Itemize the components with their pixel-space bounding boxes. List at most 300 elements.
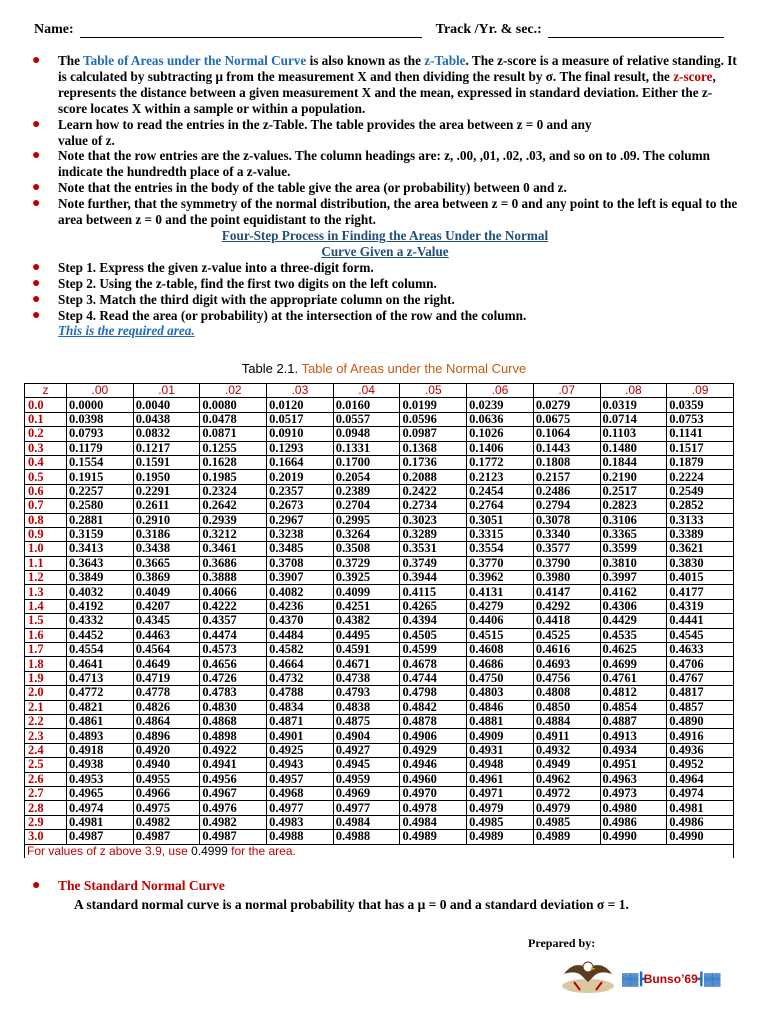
area-cell: 0.0199 bbox=[400, 398, 467, 412]
area-cell: 0.4484 bbox=[267, 628, 334, 642]
area-cell: 0.4887 bbox=[600, 714, 667, 728]
track-field[interactable] bbox=[548, 24, 724, 38]
area-cell: 0.4463 bbox=[133, 628, 200, 642]
area-cell: 0.1517 bbox=[667, 441, 734, 455]
z-value-cell: 2.7 bbox=[25, 786, 67, 800]
area-cell: 0.4982 bbox=[133, 815, 200, 829]
prepared-by-label: Prepared by: bbox=[528, 936, 596, 950]
area-cell: 0.3289 bbox=[400, 527, 467, 541]
area-cell: 0.0398 bbox=[67, 412, 134, 426]
area-cell: 0.1255 bbox=[200, 441, 267, 455]
area-cell: 0.4625 bbox=[600, 643, 667, 657]
area-cell: 0.0319 bbox=[600, 398, 667, 412]
area-cell: 0.4332 bbox=[67, 614, 134, 628]
area-cell: 0.2224 bbox=[667, 470, 734, 484]
z-value-cell: 3.0 bbox=[25, 830, 67, 844]
bullet-icon: ● bbox=[32, 259, 41, 275]
area-cell: 0.4162 bbox=[600, 585, 667, 599]
area-cell: 0.4693 bbox=[533, 657, 600, 671]
area-cell: 0.2580 bbox=[67, 499, 134, 513]
area-cell: 0.4713 bbox=[67, 671, 134, 685]
area-cell: 0.4418 bbox=[533, 614, 600, 628]
step-2 bbox=[32, 276, 738, 292]
area-cell: 0.3888 bbox=[200, 571, 267, 585]
area-cell: 0.4948 bbox=[467, 758, 534, 772]
area-cell: 0.4817 bbox=[667, 686, 734, 700]
area-cell: 0.4988 bbox=[267, 830, 334, 844]
header-col: .04 bbox=[333, 384, 400, 398]
area-cell: 0.4898 bbox=[200, 729, 267, 743]
area-cell: 0.4952 bbox=[667, 758, 734, 772]
area-cell: 0.4099 bbox=[333, 585, 400, 599]
area-cell: 0.4943 bbox=[267, 758, 334, 772]
area-cell: 0.3925 bbox=[333, 571, 400, 585]
area-cell: 0.4452 bbox=[67, 628, 134, 642]
area-cell: 0.4927 bbox=[333, 743, 400, 757]
intro-section bbox=[32, 53, 738, 339]
area-cell: 0.4066 bbox=[200, 585, 267, 599]
z-value-cell: 1.5 bbox=[25, 614, 67, 628]
area-cell: 0.3554 bbox=[467, 542, 534, 556]
area-cell: 0.4955 bbox=[133, 772, 200, 786]
bullet-icon: ● bbox=[32, 291, 41, 307]
area-cell: 0.4279 bbox=[467, 599, 534, 613]
table-row bbox=[25, 513, 734, 527]
area-cell: 0.3186 bbox=[133, 527, 200, 541]
area-cell: 0.0948 bbox=[333, 427, 400, 441]
area-cell: 0.0120 bbox=[267, 398, 334, 412]
step-3 bbox=[32, 292, 738, 308]
area-cell: 0.4686 bbox=[467, 657, 534, 671]
area-cell: 0.4979 bbox=[533, 801, 600, 815]
table-row bbox=[25, 801, 734, 815]
area-cell: 0.4962 bbox=[533, 772, 600, 786]
z-value-cell: 1.6 bbox=[25, 628, 67, 642]
header bbox=[34, 22, 734, 38]
area-cell: 0.3621 bbox=[667, 542, 734, 556]
bullet-ztable-intro bbox=[32, 53, 738, 117]
text: The bbox=[58, 53, 84, 68]
z-value-cell: 1.2 bbox=[25, 571, 67, 585]
area-cell: 0.0080 bbox=[200, 398, 267, 412]
table-row bbox=[25, 484, 734, 498]
area-cell: 0.2454 bbox=[467, 484, 534, 498]
area-cell: 0.4370 bbox=[267, 614, 334, 628]
z-value-cell: 0.3 bbox=[25, 441, 67, 455]
area-cell: 0.4783 bbox=[200, 686, 267, 700]
area-cell: 0.3531 bbox=[400, 542, 467, 556]
z-value-cell: 2.2 bbox=[25, 714, 67, 728]
header-col: .09 bbox=[667, 384, 734, 398]
header-col: .03 bbox=[267, 384, 334, 398]
area-cell: 0.4967 bbox=[200, 786, 267, 800]
area-cell: 0.0478 bbox=[200, 412, 267, 426]
area-cell: 0.4922 bbox=[200, 743, 267, 757]
z-value-cell: 0.5 bbox=[25, 470, 67, 484]
area-cell: 0.3980 bbox=[533, 571, 600, 585]
area-cell: 0.4115 bbox=[400, 585, 467, 599]
area-cell: 0.4974 bbox=[667, 786, 734, 800]
area-cell: 0.4988 bbox=[333, 830, 400, 844]
area-cell: 0.2157 bbox=[533, 470, 600, 484]
z-value-cell: 0.9 bbox=[25, 527, 67, 541]
area-cell: 0.4920 bbox=[133, 743, 200, 757]
area-cell: 0.4951 bbox=[600, 758, 667, 772]
area-cell: 0.4732 bbox=[267, 671, 334, 685]
area-cell: 0.4207 bbox=[133, 599, 200, 613]
area-cell: 0.4913 bbox=[600, 729, 667, 743]
area-cell: 0.4192 bbox=[67, 599, 134, 613]
process-title-line1: Four-Step Process in Finding the Areas Under the Normal bbox=[221, 227, 549, 243]
standard-normal-text: A standard normal curve is a normal probability that has a μ = 0 and a standard deviation σ = 1. bbox=[74, 897, 629, 912]
area-cell: 0.3438 bbox=[133, 542, 200, 556]
area-cell: 0.4968 bbox=[267, 786, 334, 800]
table-row bbox=[25, 455, 734, 469]
area-cell: 0.4591 bbox=[333, 643, 400, 657]
text: Note that the row entries are the z-values. The column headings are: z, .00, ,01, .02, .03, and so on to .09. The column indicate the hundredth place of a z-value. bbox=[58, 148, 710, 180]
area-cell: 0.4222 bbox=[200, 599, 267, 613]
area-cell: 0.3770 bbox=[467, 556, 534, 570]
area-cell: 0.4985 bbox=[467, 815, 534, 829]
area-cell: 0.2704 bbox=[333, 499, 400, 513]
text: Note further, that the symmetry of the normal distribution, the area between z = 0 and any point to the left is equal to the area between z = 0 and the point equidistant to the right. bbox=[58, 196, 738, 228]
area-cell: 0.3264 bbox=[333, 527, 400, 541]
z-score-term: z-score bbox=[673, 68, 713, 84]
area-cell: 0.0279 bbox=[533, 398, 600, 412]
area-cell: 0.2881 bbox=[67, 513, 134, 527]
table-row bbox=[25, 427, 734, 441]
z-value-cell: 2.0 bbox=[25, 686, 67, 700]
area-cell: 0.4474 bbox=[200, 628, 267, 642]
area-cell: 0.4987 bbox=[67, 830, 134, 844]
table-areas-link[interactable]: Table of Areas under the Normal Curve bbox=[83, 53, 307, 68]
area-cell: 0.4973 bbox=[600, 786, 667, 800]
area-cell: 0.4699 bbox=[600, 657, 667, 671]
area-cell: 0.4984 bbox=[400, 815, 467, 829]
area-cell: 0.4884 bbox=[533, 714, 600, 728]
area-cell: 0.4934 bbox=[600, 743, 667, 757]
area-cell: 0.3686 bbox=[200, 556, 267, 570]
area-cell: 0.0753 bbox=[667, 412, 734, 426]
area-cell: 0.3078 bbox=[533, 513, 600, 527]
area-cell: 0.4719 bbox=[133, 671, 200, 685]
z-value-cell: 0.0 bbox=[25, 398, 67, 412]
area-cell: 0.4929 bbox=[400, 743, 467, 757]
area-cell: 0.4319 bbox=[667, 599, 734, 613]
area-cell: 0.3106 bbox=[600, 513, 667, 527]
area-cell: 0.4726 bbox=[200, 671, 267, 685]
area-cell: 0.3212 bbox=[200, 527, 267, 541]
area-cell: 0.3389 bbox=[667, 527, 734, 541]
area-cell: 0.0832 bbox=[133, 427, 200, 441]
area-cell: 0.2995 bbox=[333, 513, 400, 527]
table-row bbox=[25, 398, 734, 412]
track-label: Track /Yr. & sec.: bbox=[435, 22, 542, 37]
area-cell: 0.3461 bbox=[200, 542, 267, 556]
area-cell: 0.4878 bbox=[400, 714, 467, 728]
z-value-cell: 2.5 bbox=[25, 758, 67, 772]
area-cell: 0.4608 bbox=[467, 643, 534, 657]
area-cell: 0.3790 bbox=[533, 556, 600, 570]
table-row bbox=[25, 815, 734, 829]
table-row bbox=[25, 714, 734, 728]
area-cell: 0.4957 bbox=[267, 772, 334, 786]
area-cell: 0.4641 bbox=[67, 657, 134, 671]
area-cell: 0.4909 bbox=[467, 729, 534, 743]
name-field[interactable] bbox=[80, 24, 422, 38]
area-cell: 0.4706 bbox=[667, 657, 734, 671]
area-cell: 0.4664 bbox=[267, 657, 334, 671]
area-cell: 0.2673 bbox=[267, 499, 334, 513]
note-value: 0.4999 bbox=[191, 843, 228, 858]
area-cell: 0.4808 bbox=[533, 686, 600, 700]
area-cell: 0.4918 bbox=[67, 743, 134, 757]
bullet-icon: ● bbox=[32, 275, 41, 291]
area-cell: 0.3577 bbox=[533, 542, 600, 556]
area-cell: 0.4744 bbox=[400, 671, 467, 685]
area-cell: 0.1443 bbox=[533, 441, 600, 455]
area-cell: 0.4981 bbox=[667, 801, 734, 815]
area-cell: 0.3830 bbox=[667, 556, 734, 570]
table-row bbox=[25, 556, 734, 570]
table-row bbox=[25, 643, 734, 657]
area-cell: 0.4345 bbox=[133, 614, 200, 628]
area-cell: 0.4945 bbox=[333, 758, 400, 772]
area-cell: 0.4975 bbox=[133, 801, 200, 815]
table-row bbox=[25, 614, 734, 628]
z-table bbox=[24, 383, 734, 858]
note-text: For values of z above 3.9, use bbox=[27, 843, 192, 858]
area-cell: 0.4971 bbox=[467, 786, 534, 800]
area-cell: 0.4251 bbox=[333, 599, 400, 613]
area-cell: 0.2357 bbox=[267, 484, 334, 498]
z-value-cell: 1.0 bbox=[25, 542, 67, 556]
area-cell: 0.4925 bbox=[267, 743, 334, 757]
table-row bbox=[25, 527, 734, 541]
area-cell: 0.4857 bbox=[667, 700, 734, 714]
text: Step 4. Read the area (or probability) at the intersection of the row and the column. bbox=[58, 307, 527, 323]
area-cell: 0.4788 bbox=[267, 686, 334, 700]
area-cell: 0.4864 bbox=[133, 714, 200, 728]
text: , represents the distance between a given measurement X and the mean, expressed in standard deviation. Either the z-score locates X within a sample or within a population. bbox=[58, 68, 716, 116]
area-cell: 0.4772 bbox=[67, 686, 134, 700]
area-cell: 0.2794 bbox=[533, 499, 600, 513]
area-cell: 0.2823 bbox=[600, 499, 667, 513]
area-cell: 0.4015 bbox=[667, 571, 734, 585]
area-cell: 0.1331 bbox=[333, 441, 400, 455]
table-header-row bbox=[25, 384, 734, 398]
z-value-cell: 0.2 bbox=[25, 427, 67, 441]
table-note bbox=[25, 844, 734, 858]
area-cell: 0.4978 bbox=[400, 801, 467, 815]
area-cell: 0.0793 bbox=[67, 427, 134, 441]
table-row bbox=[25, 686, 734, 700]
z-value-cell: 0.4 bbox=[25, 455, 67, 469]
area-cell: 0.3340 bbox=[533, 527, 600, 541]
area-cell: 0.4981 bbox=[67, 815, 134, 829]
area-cell: 0.3907 bbox=[267, 571, 334, 585]
area-cell: 0.4798 bbox=[400, 686, 467, 700]
z-value-cell: 0.8 bbox=[25, 513, 67, 527]
note-text: for the area. bbox=[227, 843, 296, 858]
area-cell: 0.1628 bbox=[200, 455, 267, 469]
area-cell: 0.2549 bbox=[667, 484, 734, 498]
text: Step 2. Using the z-table, find the first two digits on the left column. bbox=[58, 275, 437, 291]
area-cell: 0.4986 bbox=[600, 815, 667, 829]
area-cell: 0.4750 bbox=[467, 671, 534, 685]
text: Learn how to read the entries in the z-Table. The table provides the area between z = 0 and any value of z. bbox=[58, 116, 592, 148]
area-cell: 0.4904 bbox=[333, 729, 400, 743]
area-cell: 0.4890 bbox=[667, 714, 734, 728]
area-cell: 0.4394 bbox=[400, 614, 467, 628]
header-col: .05 bbox=[400, 384, 467, 398]
area-cell: 0.4756 bbox=[533, 671, 600, 685]
table-row bbox=[25, 470, 734, 484]
area-cell: 0.1950 bbox=[133, 470, 200, 484]
z-value-cell: 1.7 bbox=[25, 643, 67, 657]
area-cell: 0.4834 bbox=[267, 700, 334, 714]
area-cell: 0.4990 bbox=[600, 830, 667, 844]
area-cell: 0.4357 bbox=[200, 614, 267, 628]
table-row bbox=[25, 743, 734, 757]
area-cell: 0.4987 bbox=[200, 830, 267, 844]
area-cell: 0.2019 bbox=[267, 470, 334, 484]
eagle-logo-icon bbox=[560, 952, 616, 996]
text: Step 1. Express the given z-value into a three-digit form. bbox=[58, 259, 374, 275]
area-cell: 0.3997 bbox=[600, 571, 667, 585]
area-cell: 0.2517 bbox=[600, 484, 667, 498]
area-cell: 0.4671 bbox=[333, 657, 400, 671]
area-cell: 0.4985 bbox=[533, 815, 600, 829]
area-cell: 0.0438 bbox=[133, 412, 200, 426]
z-value-cell: 0.7 bbox=[25, 499, 67, 513]
area-cell: 0.4936 bbox=[667, 743, 734, 757]
table-row bbox=[25, 599, 734, 613]
table-caption bbox=[0, 361, 768, 376]
area-cell: 0.4830 bbox=[200, 700, 267, 714]
area-cell: 0.1368 bbox=[400, 441, 467, 455]
header-col: .08 bbox=[600, 384, 667, 398]
area-cell: 0.4382 bbox=[333, 614, 400, 628]
area-cell: 0.4778 bbox=[133, 686, 200, 700]
z-value-cell: 1.1 bbox=[25, 556, 67, 570]
area-cell: 0.4032 bbox=[67, 585, 134, 599]
bullet-row-entries bbox=[32, 148, 738, 180]
bullet-icon: ● bbox=[32, 116, 41, 132]
area-cell: 0.4515 bbox=[467, 628, 534, 642]
area-cell: 0.4265 bbox=[400, 599, 467, 613]
table-row bbox=[25, 412, 734, 426]
area-cell: 0.3508 bbox=[333, 542, 400, 556]
area-cell: 0.4131 bbox=[467, 585, 534, 599]
area-cell: 0.0636 bbox=[467, 412, 534, 426]
text: The Standard Normal Curve bbox=[58, 878, 225, 893]
area-cell: 0.4868 bbox=[200, 714, 267, 728]
area-cell: 0.4989 bbox=[467, 830, 534, 844]
area-cell: 0.1406 bbox=[467, 441, 534, 455]
table-row bbox=[25, 628, 734, 642]
z-value-cell: 2.3 bbox=[25, 729, 67, 743]
signature-text: Bunso’69 bbox=[643, 972, 698, 986]
area-cell: 0.3413 bbox=[67, 542, 134, 556]
area-cell: 0.3810 bbox=[600, 556, 667, 570]
table-row bbox=[25, 671, 734, 685]
header-col: .07 bbox=[533, 384, 600, 398]
area-cell: 0.1293 bbox=[267, 441, 334, 455]
area-cell: 0.1700 bbox=[333, 455, 400, 469]
area-cell: 0.3869 bbox=[133, 571, 200, 585]
area-cell: 0.4292 bbox=[533, 599, 600, 613]
header-col: .00 bbox=[67, 384, 134, 398]
area-cell: 0.4616 bbox=[533, 643, 600, 657]
area-cell: 0.4946 bbox=[400, 758, 467, 772]
area-cell: 0.3749 bbox=[400, 556, 467, 570]
area-cell: 0.2257 bbox=[67, 484, 134, 498]
caption-prefix: Table 2.1. bbox=[241, 361, 302, 376]
area-cell: 0.4826 bbox=[133, 700, 200, 714]
area-cell: 0.4441 bbox=[667, 614, 734, 628]
area-cell: 0.1554 bbox=[67, 455, 134, 469]
z-table-link[interactable]: z-Table bbox=[424, 53, 466, 68]
area-cell: 0.1217 bbox=[133, 441, 200, 455]
area-cell: 0.4846 bbox=[467, 700, 534, 714]
area-cell: 0.4976 bbox=[200, 801, 267, 815]
area-cell: 0.4982 bbox=[200, 815, 267, 829]
area-cell: 0.4793 bbox=[333, 686, 400, 700]
area-cell: 0.4875 bbox=[333, 714, 400, 728]
z-value-cell: 1.4 bbox=[25, 599, 67, 613]
header-z: z bbox=[25, 384, 67, 398]
signature-bars-left-icon: ▓▓┣ bbox=[622, 972, 644, 986]
area-cell: 0.1103 bbox=[600, 427, 667, 441]
area-cell: 0.4896 bbox=[133, 729, 200, 743]
area-cell: 0.3665 bbox=[133, 556, 200, 570]
area-cell: 0.1985 bbox=[200, 470, 267, 484]
area-cell: 0.1736 bbox=[400, 455, 467, 469]
area-cell: 0.0557 bbox=[333, 412, 400, 426]
area-cell: 0.4965 bbox=[67, 786, 134, 800]
area-cell: 0.4990 bbox=[667, 830, 734, 844]
text: is also known as the bbox=[306, 53, 425, 68]
area-cell: 0.1844 bbox=[600, 455, 667, 469]
bullet-symmetry bbox=[32, 196, 738, 228]
area-cell: 0.3708 bbox=[267, 556, 334, 570]
area-cell: 0.4406 bbox=[467, 614, 534, 628]
area-cell: 0.4940 bbox=[133, 758, 200, 772]
area-cell: 0.0040 bbox=[133, 398, 200, 412]
area-cell: 0.4979 bbox=[467, 801, 534, 815]
area-cell: 0.2190 bbox=[600, 470, 667, 484]
area-cell: 0.1664 bbox=[267, 455, 334, 469]
area-cell: 0.0714 bbox=[600, 412, 667, 426]
area-cell: 0.4977 bbox=[333, 801, 400, 815]
caption-title: Table of Areas under the Normal Curve bbox=[301, 361, 527, 376]
area-cell: 0.4306 bbox=[600, 599, 667, 613]
area-cell: 0.3729 bbox=[333, 556, 400, 570]
table-row bbox=[25, 657, 734, 671]
area-cell: 0.4147 bbox=[533, 585, 600, 599]
bullet-icon: ● bbox=[32, 307, 41, 323]
required-area-note: This is the required area. bbox=[58, 323, 195, 339]
area-cell: 0.4554 bbox=[67, 643, 134, 657]
header-col: .02 bbox=[200, 384, 267, 398]
bullet-icon: ● bbox=[32, 148, 41, 164]
z-value-cell: 0.6 bbox=[25, 484, 67, 498]
area-cell: 0.4941 bbox=[200, 758, 267, 772]
z-value-cell: 2.6 bbox=[25, 772, 67, 786]
area-cell: 0.4970 bbox=[400, 786, 467, 800]
area-cell: 0.4767 bbox=[667, 671, 734, 685]
